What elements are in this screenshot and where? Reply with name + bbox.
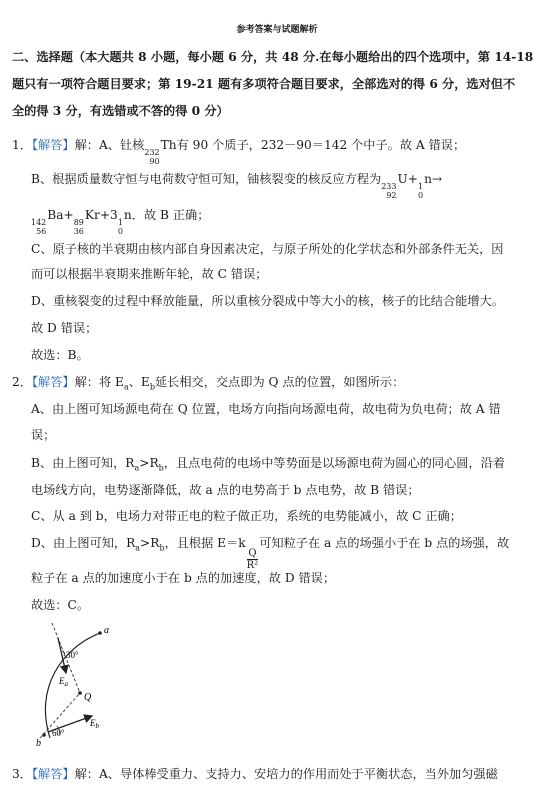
- q1-answer-tag: 【解答】: [31, 138, 75, 152]
- q1-c-line1: C、原子核的半衰期由核内部自身因素决定，与原子所处的化学状态和外部条件无关，因: [31, 242, 504, 256]
- q1-b-line1: B、根据质量数守恒与电荷数守恒可知，铀核裂变的核反应方程为 233 92 U+ 1 0 n→: [31, 172, 443, 200]
- q1-a-text: 解：A、钍核: [74, 138, 145, 152]
- q1-number: 1．: [12, 138, 32, 152]
- q2-answer-line: 2．【解答】解：将 $E_a$、$E_b$延长相交，交点即为 Q 点的位置，如图所示：: [12, 375, 405, 392]
- point-q: [78, 691, 82, 695]
- q2-number: 2．: [12, 375, 32, 389]
- neutron-nuclide-2: 1 0: [117, 218, 123, 236]
- point-b: [42, 733, 46, 737]
- label-angle-bottom: 60°: [52, 728, 65, 738]
- q2-d-line1: D、由上图可知，$R_a>R_b$，且根据 E＝k $\frac{Q}{\text{R²}}$ 可知粒子在 a 点的场强小于在 b 点的场强，故: [31, 536, 510, 571]
- q2-c-line: C、从 a 到 b，电场力对带正电的粒子做正功，系统的电势能减小，故 C 正确；: [31, 509, 462, 523]
- q2-a-line2: 误；: [31, 428, 56, 442]
- section-instruction-line1: 二、选择题（本大题共 8 小题，每小题 6 分，共 48 分.在每小题给出的四个选项中，第 14-18: [12, 50, 534, 64]
- label-q: Q: [84, 692, 92, 703]
- q2-answer-tag: 【解答】: [31, 375, 75, 389]
- label-b: b: [36, 738, 41, 748]
- uranium-nuclide: 233 92: [381, 182, 397, 200]
- section-instruction-line2: 题只有一项符合题目要求；第 19-21 题有多项符合题目要求，全部选对的得 6 分，选对但不: [12, 77, 516, 91]
- page-header: 参考答案与试题解析: [236, 25, 318, 35]
- field-diagram: [22, 618, 132, 748]
- label-eb: $E_b$: [90, 718, 99, 730]
- q2-d-line2: 粒子在 a 点的加速度小于在 b 点的加速度，故 D 错误；: [31, 571, 336, 585]
- q2-b-line1: B、由上图可知，$R_a>R_b$，且点电荷的电场中等势面是以场源电荷为圆心的同心圆，沿着: [31, 456, 505, 473]
- barium-nuclide: 142 56: [31, 218, 47, 236]
- q2-choice: 故选：C。: [31, 598, 90, 612]
- q1-c-line2: 而可以根据半衰期来推断年轮，故 C 错误；: [31, 267, 268, 281]
- q3-answer-line: 3．【解答】解：A、导体棒受重力、支持力、安培力的作用而处于平衡状态，当外加匀强磁: [12, 767, 498, 781]
- label-ea: $E_a$: [59, 676, 68, 688]
- point-a: [98, 631, 102, 635]
- q1-b-line2: 142 56 Ba+ 89 36 Kr+3 1 0 n．故 B 正确；: [31, 208, 210, 236]
- q1-d-line1: D、重核裂变的过程中释放能量，所以重核分裂成中等大小的核，核子的比结合能增大。: [31, 294, 504, 308]
- q3-answer-tag: 【解答】: [31, 767, 75, 781]
- q1-choice: 故选：B。: [31, 348, 89, 362]
- neutron-nuclide: 1 0: [417, 182, 424, 200]
- thorium-nuclide: 232 90: [144, 148, 160, 166]
- q1-a-text-end: 有 90 个质子，232－90＝142 个中子。故 A 错误；: [176, 138, 466, 152]
- q1-answer-line: 1．【解答】解：A、钍核 232 90 Th有 90 个质子，232－90＝142 个中子。故 A 错误；: [12, 138, 466, 166]
- label-angle-top: 30°: [66, 650, 79, 660]
- q1-d-line2: 故 D 错误；: [31, 321, 98, 335]
- coulomb-fraction: $\frac{Q}{\text{R²}}$: [246, 548, 259, 571]
- label-a: a: [104, 625, 109, 636]
- q2-a-line1: A、由上图可知场源电荷在 Q 位置，电场方向指向场源电荷，故电荷为负电荷；故 A 错: [31, 402, 501, 416]
- krypton-nuclide: 89 36: [73, 218, 84, 236]
- section-instruction-line3: 全的得 3 分，有选错或不答的得 0 分）: [12, 104, 229, 118]
- q2-b-line2: 电场线方向，电势逐渐降低，故 a 点的电势高于 b 点电势，故 B 错误；: [31, 483, 420, 497]
- q3-number: 3．: [12, 767, 32, 781]
- field-vector-ea: [58, 638, 66, 673]
